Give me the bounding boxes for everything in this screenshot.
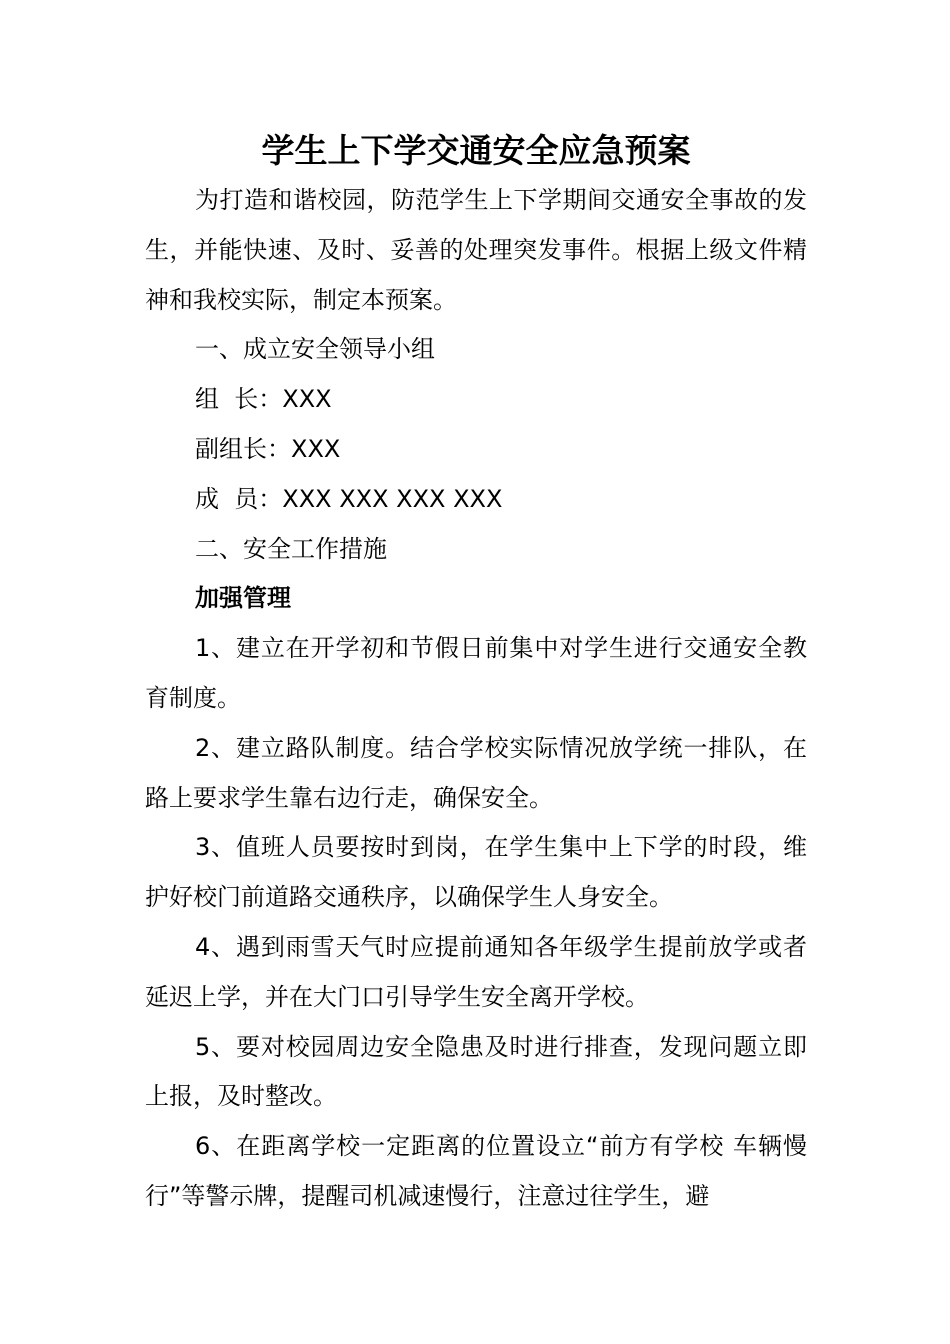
document-title: 学生上下学交通安全应急预案 bbox=[261, 131, 691, 170]
section-heading-measures: 二、安全工作措施 bbox=[195, 534, 387, 563]
members-line: 成 员：XXX XXX XXX XXX bbox=[195, 484, 503, 513]
measure-item-6: 6、在距离学校一定距离的位置设立“前方有学校 车辆慢行”等警示牌，提醒司机减速慢行，注意过往学生，避 bbox=[145, 1132, 807, 1210]
subheading-management: 加强管理 bbox=[195, 584, 291, 613]
measure-item-1: 1、建立在开学初和节假日前集中对学生进行交通安全教育制度。 bbox=[145, 634, 807, 712]
deputy-leader-line: 副组长：XXX bbox=[195, 434, 341, 463]
intro-paragraph: 为打造和谐校园，防范学生上下学期间交通安全事故的发生，并能快速、及时、妥善的处理突发事件。根据上级文件精神和我校实际，制定本预案。 bbox=[145, 186, 807, 314]
leader-line: 组 长：XXX bbox=[195, 385, 332, 414]
section-heading-leadership: 一、成立安全领导小组 bbox=[195, 335, 435, 364]
measure-item-3: 3、值班人员要按时到岗，在学生集中上下学的时段，维护好校门前道路交通秩序，以确保学生人身安全。 bbox=[145, 833, 807, 912]
measure-item-4: 4、遇到雨雪天气时应提前通知各年级学生提前放学或者延迟上学，并在大门口引导学生安全离开学校。 bbox=[145, 932, 807, 1011]
document-page bbox=[145, 128, 807, 1222]
measure-item-5: 5、要对校园周边安全隐患及时进行排查，发现问题立即上报，及时整改。 bbox=[145, 1032, 807, 1111]
measure-item-2: 2、建立路队制度。结合学校实际情况放学统一排队，在路上要求学生靠右边行走，确保安全。 bbox=[145, 733, 807, 812]
